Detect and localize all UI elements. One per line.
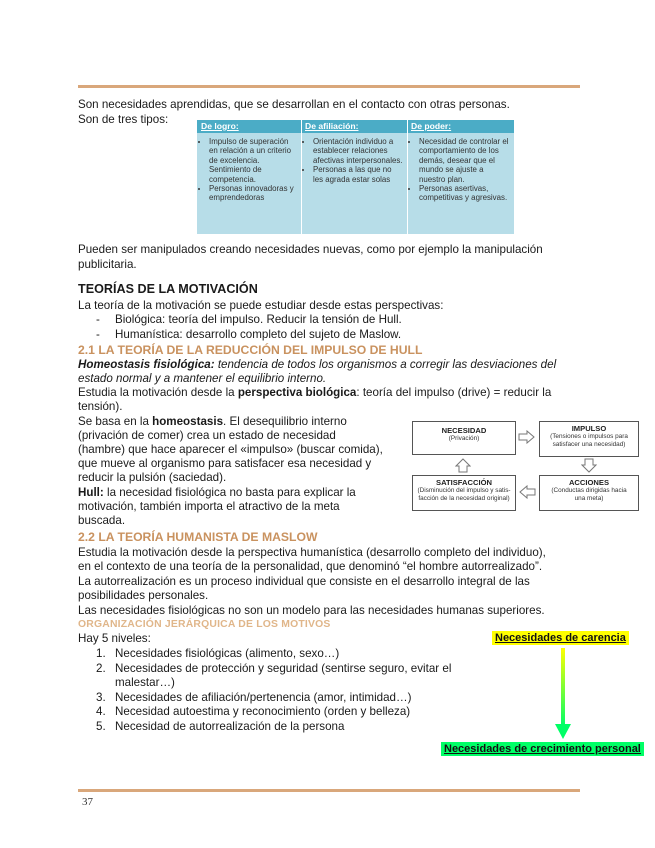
intro-line-2: Son de tres tipos: (78, 113, 169, 126)
text-bold: homeostasis (152, 415, 224, 428)
necesidad-sub: (Privación) (448, 435, 480, 442)
intro-line-1: Son necesidades aprendidas, que se desarrollan en el contacto con otras personas. (78, 98, 510, 111)
arrow-down-icon (581, 458, 597, 473)
hull-paragraph-1 (78, 386, 551, 400)
hull-paragraph-2-line: que mueve al organismo para satisfacer esa necesidad y (78, 457, 372, 470)
bottom-rule (78, 789, 580, 792)
list-item: • Personas a las que no les agrada estar solas (313, 165, 403, 184)
level-text: Necesidades de afiliación/pertenencia (amor, intimidad…) (115, 691, 412, 704)
arrow-up-icon (455, 458, 471, 473)
hull-paragraph-2-line: reducir la pulsión (saciedad). (78, 471, 227, 484)
satisfaccion-box (412, 475, 516, 511)
impulso-sub-1: (Tensiones o impulsos para (550, 433, 628, 440)
theory-bullet-humanistic: Humanística: desarrollo completo del sujeto de Maslow. (115, 328, 402, 341)
homeostasis-term: Homeostasis fisiológica: (78, 358, 215, 371)
growth-needs-label: Necesidades de crecimiento personal (441, 742, 644, 756)
arrow-left-icon (518, 485, 536, 499)
acciones-title: ACCIONES (568, 478, 610, 487)
col-header-afiliacion: De afiliación: (305, 121, 359, 131)
hull-paragraph-2-line: (privación de comer) crea un estado de necesidad (78, 429, 336, 442)
hull-paragraph-2 (78, 415, 347, 429)
level-text: malestar…) (115, 676, 175, 689)
hull-paragraph-3-line: motivación, también importa el atractivo de la meta (78, 500, 340, 513)
list-item: • Necesidad de controlar el comportamiento de los demás, desear que el mundo se ajuste a nuestro plan. (419, 137, 511, 184)
satisfaccion-sub-2: facción de la necesidad original) (418, 495, 510, 502)
top-rule (78, 85, 580, 88)
page-number: 37 (82, 796, 93, 808)
text-span: la necesidad fisiológica no basta para explicar la (103, 486, 356, 499)
text-span: Se basa en la (78, 415, 153, 428)
level-number: 4. (96, 705, 106, 718)
maslow-line-4: posibilidades personales. (78, 589, 209, 602)
text-span: . El desequilibrio interno (223, 415, 347, 428)
hull-paragraph-2-line: (hambre) que hace aparecer el «impulso» (buscar comida), (78, 443, 383, 456)
manip-line-2: publicitaria. (78, 258, 137, 271)
necesidad-box (412, 421, 516, 455)
level-text: Necesidades de protección y seguridad (sentirse seguro, evitar el (115, 662, 452, 675)
col-cell-logro (199, 137, 297, 203)
manip-line-1: Pueden ser manipulados creando necesidades nuevas, como por ejemplo la manipulación (78, 243, 543, 256)
text-bold: Hull: (78, 486, 104, 499)
satisfaccion-title: SATISFACCIÓN (436, 478, 492, 487)
impulso-box (539, 421, 639, 457)
needs-types-table (197, 120, 514, 234)
motives-subheading: ORGANIZACIÓN JERÁRQUICA DE LOS MOTIVOS (78, 619, 331, 630)
satisfaccion-sub-1: (Disminución del impulso y satis- (417, 487, 511, 494)
col-cell-poder (409, 137, 511, 203)
levels-intro: Hay 5 niveles: (78, 632, 151, 645)
level-text: Necesidad de autorrealización de la persona (115, 720, 345, 733)
text-span: : teoría del impulso (drive) = reducir la (356, 386, 552, 399)
list-item: • Impulso de superación en relación a un criterio de excelencia. Sentimiento de competencia. (209, 137, 297, 184)
homeostasis-def-text: tendencia de todos los organismos a corregir las desviaciones del (214, 358, 557, 371)
col-header-logro: De logro: (201, 121, 239, 131)
dash-bullet: - (96, 313, 100, 326)
text-bold: perspectiva biológica (237, 386, 357, 399)
maslow-line-2: en el contexto de una teoría de la personalidad, que denominó “el hombre autorrealizado”. (78, 560, 543, 573)
list-item: • Personas innovadoras y emprendedoras (209, 184, 297, 203)
theory-bullet-biological: Biológica: teoría del impulso. Reducir la tensión de Hull. (115, 313, 402, 326)
level-number: 1. (96, 647, 106, 660)
maslow-line-3: La autorrealización es un proceso individual que consiste en el desarrollo integral de las (78, 575, 530, 588)
dash-bullet: - (96, 328, 100, 341)
level-text: Necesidades fisiológicas (alimento, sexo…) (115, 647, 340, 660)
theories-intro: La teoría de la motivación se puede estudiar desde estas perspectivas: (78, 299, 444, 312)
hull-heading: 2.1 LA TEORÍA DE LA REDUCCIÓN DEL IMPULSO DE HULL (78, 343, 423, 357)
arrow-right-icon (518, 430, 536, 444)
level-number: 2. (96, 662, 106, 675)
necesidad-title: NECESIDAD (441, 426, 487, 435)
acciones-box (539, 475, 639, 511)
hull-paragraph-3 (78, 486, 356, 500)
deficiency-needs-label: Necesidades de carencia (492, 631, 629, 645)
list-item: • Personas asertivas, competitivas y agresivas. (419, 184, 511, 203)
text-span: Estudia la motivación desde la (78, 386, 238, 399)
col-header-poder: De poder: (411, 121, 452, 131)
homeostasis-definition (78, 358, 556, 372)
hull-paragraph-1-cont: tensión). (78, 400, 123, 413)
level-text: Necesidad autoestima y reconocimiento (orden y belleza) (115, 705, 411, 718)
col-cell-afiliacion (303, 137, 403, 184)
maslow-heading: 2.2 LA TEORÍA HUMANISTA DE MASLOW (78, 530, 318, 544)
maslow-line-5: Las necesidades fisiológicas no son un modelo para las necesidades humanas superiores. (78, 604, 545, 617)
acciones-sub-2: una meta) (574, 495, 604, 502)
impulso-sub-2: satisfacer una necesidad) (552, 441, 626, 448)
homeostasis-definition-cont: estado normal y a mantener el equilibrio interno. (78, 372, 327, 385)
maslow-line-1: Estudia la motivación desde la perspectiva humanística (desarrollo completo del individuo), (78, 546, 546, 559)
level-number: 5. (96, 720, 106, 733)
level-number: 3. (96, 691, 106, 704)
impulso-title: IMPULSO (571, 424, 607, 433)
arrow-down-icon (553, 648, 573, 740)
acciones-sub-1: (Conductas dirigidas hacia (551, 487, 627, 494)
list-item: • Orientación individuo a establecer relaciones afectivas interpersonales. (313, 137, 403, 165)
hull-paragraph-3-line: buscada. (78, 514, 126, 527)
theories-heading: TEORÍAS DE LA MOTIVACIÓN (78, 282, 258, 296)
